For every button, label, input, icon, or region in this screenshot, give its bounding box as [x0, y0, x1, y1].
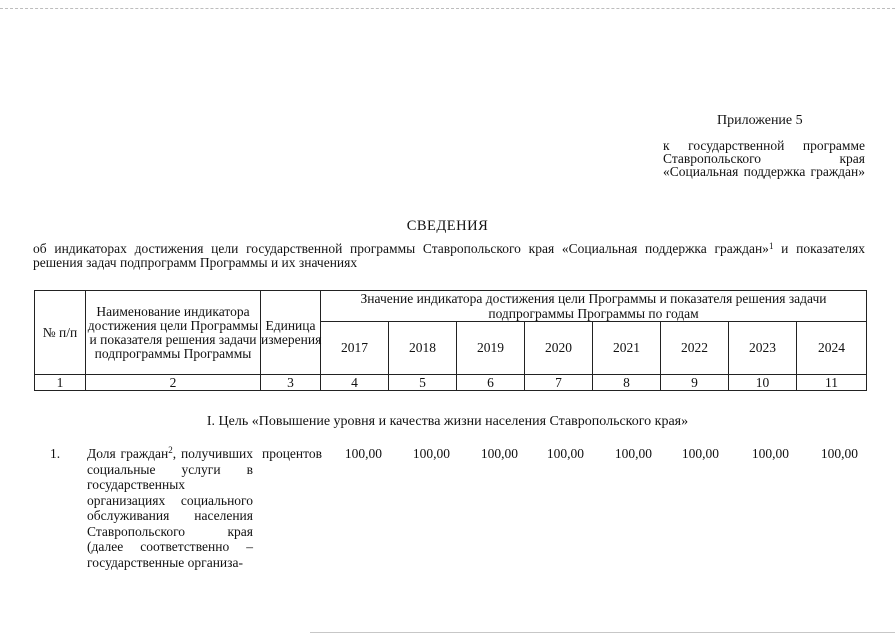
row-number: 1. — [50, 446, 61, 461]
year-header: 2021 — [593, 322, 661, 375]
row-indicator-name — [87, 446, 253, 570]
column-number: 2 — [86, 375, 261, 391]
year-header: 2019 — [457, 322, 525, 375]
scan-edge-bottom — [310, 632, 895, 633]
year-header: 2024 — [797, 322, 867, 375]
year-header: 2017 — [321, 322, 389, 375]
row-name-part-a: Доля граждан — [87, 446, 169, 461]
year-header: 2018 — [389, 322, 457, 375]
scan-edge-top — [0, 8, 895, 9]
column-number: 4 — [321, 375, 389, 391]
value-2017: 100,00 — [344, 446, 382, 461]
column-number: 9 — [661, 375, 729, 391]
document-subtitle — [33, 242, 865, 270]
column-number: 3 — [261, 375, 321, 391]
footnote-ref-1: 1 — [768, 241, 774, 251]
column-number: 10 — [729, 375, 797, 391]
header-values-group: Значение индикатора достижения цели Программы и показателя решения задачи подпрограммы Программы по годам — [321, 291, 867, 322]
header-name: Наименование индикатора достижения цели Программы и показателя решения задачи подпрограммы Программы — [86, 291, 261, 375]
value-2023: 100,00 — [751, 446, 789, 461]
document-title: СВЕДЕНИЯ — [406, 218, 489, 234]
value-2018: 100,00 — [412, 446, 450, 461]
subtitle-part2: и показателях решения задач подпрограмм Программы и их значениях — [33, 241, 866, 270]
row-unit: процентов — [261, 446, 322, 461]
footnote-ref-2: 2 — [168, 445, 173, 455]
column-number: 5 — [389, 375, 457, 391]
value-2022: 100,00 — [681, 446, 719, 461]
year-header: 2022 — [661, 322, 729, 375]
column-number: 7 — [525, 375, 593, 391]
column-number: 8 — [593, 375, 661, 391]
header-num: № п/п — [35, 291, 86, 375]
year-header: 2023 — [729, 322, 797, 375]
subtitle-part1: об индикаторах достижения цели государственной программы Ставропольского края «Социальная поддержка граждан» — [33, 241, 769, 256]
indicators-table — [34, 290, 867, 391]
value-2024: 100,00 — [820, 446, 858, 461]
column-number-row — [35, 375, 867, 391]
row-name-part-b: , получивших социальные услуги в государственных организациях социального обслуживания населения Ставропольского края (далее соответственно – государственные организа- — [87, 446, 253, 570]
year-header: 2020 — [525, 322, 593, 375]
value-2019: 100,00 — [480, 446, 518, 461]
value-2020: 100,00 — [546, 446, 584, 461]
appendix-note: к государственной программе Ставропольского края «Социальная поддержка граждан» — [663, 138, 865, 179]
section-heading: I. Цель «Повышение уровня и качества жизни населения Ставропольского края» — [206, 414, 689, 429]
header-unit: Единица измерения — [261, 291, 321, 375]
column-number: 1 — [35, 375, 86, 391]
appendix-label: Приложение 5 — [717, 113, 803, 128]
column-number: 6 — [457, 375, 525, 391]
value-2021: 100,00 — [614, 446, 652, 461]
column-number: 11 — [797, 375, 867, 391]
